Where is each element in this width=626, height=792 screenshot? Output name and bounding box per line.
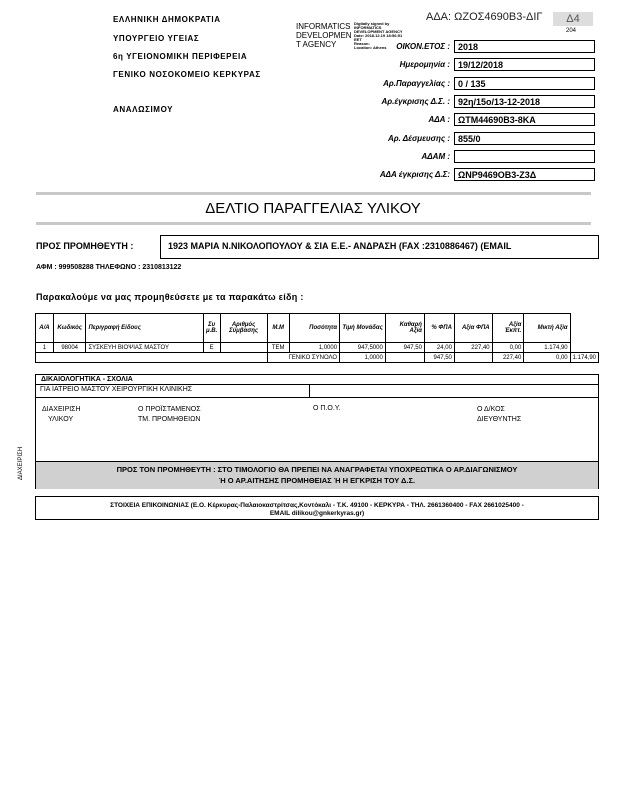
signature-director [477,405,521,425]
issuer-line2: ΥΠΟΥΡΓΕΙΟ ΥΓΕΙΑΣ [113,34,200,43]
signature-handler [42,405,81,425]
field-value: ΩΝΡ9469ΟΒ3-Ζ3Δ [454,168,595,181]
signature-head [138,405,201,425]
issuer-line1: ΕΛΛΗΝΙΚΗ ΔΗΜΟΚΡΑΤΙΑ [113,15,221,24]
column-header: Κωδικός [53,314,86,343]
title-rule-top [36,192,591,195]
sig-director-line2: ΔΙΕΥΘΥΝΤΗΣ [477,416,522,423]
column-header: Αξία Έκπτ. [492,314,524,343]
stamp-small7: Location: Athens [354,45,387,50]
column-header: Τιμή Μονάδας [340,314,386,343]
column-header: Καθαρή Αξία [385,314,424,343]
sig-handler-line2: ΥΛΙΚΟΥ [48,416,74,423]
field-value: 0 / 135 [454,77,595,90]
stamp-line3: T AGENCY [296,40,337,49]
items-table [35,313,599,363]
divider [309,384,310,397]
field-value: 855/0 [454,132,595,145]
column-header: Μ.Μ [267,314,289,343]
supplier-box [160,235,599,259]
table-cell: 0,00 [524,353,570,363]
total-label: ΓΕΝΙΚΟ ΣΥΝΟΛΟ [267,353,340,363]
table-row [36,343,599,353]
contact-line2: EMAIL dilikou@gnkerkyras.gr) [269,510,365,517]
stamp-small3: DEVELOPMENT AGENCY [354,29,403,34]
page-title: ΔΕΛΤΙΟ ΠΑΡΑΓΓΕΛΙΑΣ ΥΛΙΚΟΥ [205,200,421,217]
stamp-small5: EET [354,37,362,42]
request-text: Παρακαλούμε να μας προμηθεύσετε με τα παρακάτω είδη : [36,292,304,302]
field-value [454,150,595,163]
table-cell: 947,5000 [340,343,386,353]
table-total-row [36,353,599,363]
field-label: Αρ.έγκρισης Δ.Σ. : [381,96,450,106]
field-label: Αρ. Δέσμευσης : [388,133,450,143]
issuer-line3: 6η ΥΓΕΙΟΝΟΜΙΚΗ ΠΕΡΙΦΕΡΕΙΑ [113,52,248,61]
column-header: % ΦΠΑ [424,314,454,343]
notice-line1: ΠΡΟΣ ΤΟΝ ΠΡΟΜΗΘΕΥΤΗ : ΣΤΟ ΤΙΜΟΛΟΓΙΟ ΘΑ ΠΡΕΠΕΙ ΝΑ ΑΝΑΓΡΑΦΕΤΑΙ ΥΠΟΧΡΕΩΤΙΚΑ Ο ΑΡ.ΔΙΑΓΩΝΙΣΜΟΥ [116,465,518,474]
table-cell: ΣΥΣΚΕΥΗ ΒΙΟΨΙΑΣ ΜΑΣΤΟΥ [86,343,203,353]
table-cell: 1,0000 [340,353,386,363]
field-label: ΑΔΑ έγκρισης Δ.Σ: [379,170,450,180]
table-cell [220,343,267,353]
table-cell: 227,40 [492,353,524,363]
column-header: Α/Α [36,314,54,343]
table-cell: 947,50 [424,353,454,363]
table-cell: 98004 [53,343,86,353]
field-value: ΩΤΜ44690Β3-8ΚΑ [454,113,595,126]
table-cell: 1,0000 [289,343,339,353]
issuer-line5: ΑΝΑΛΩΣΙΜΟΥ [113,105,174,114]
table-cell [454,353,492,363]
ada-top: ΑΔΑ: ΩΖΟΣ4690Β3-ΔΙΓ [426,11,543,23]
field-value: 19/12/2018 [454,58,595,71]
table-cell: 0,00 [492,343,524,353]
column-header: Αξία ΦΠΑ [454,314,492,343]
title-rule-bottom [36,222,591,225]
sig-director-line1: Ο Δ/ΚΟΣ [477,406,505,413]
sig-head-line2: ΤΜ. ΠΡΟΜΗΘΕΙΩΝ [138,416,201,423]
column-header: Περιγραφή Είδους [86,314,203,343]
sig-handler-line1: ΔΙΑΧΕΙΡΙΣΗ [42,406,81,413]
table-cell: Ε [203,343,220,353]
field-value: 2018 [454,40,595,53]
stamp-line1: INFORMATICS [296,22,351,31]
issuer-line4: ΓΕΝΙΚΟ ΝΟΣΟΚΟΜΕΙΟ ΚΕΡΚΥΡΑΣ [113,70,261,79]
signature-pou: Ο Π.Ο.Υ. [313,405,341,412]
field-label: Αρ.Παραγγελίας : [383,78,450,88]
justification-text: ΓΙΑ ΙΑΤΡΕΙΟ ΜΑΣΤΟΥ ΧΕΙΡΟΥΡΓΙΚΗ ΚΛΙΝΙΚΗΣ [40,386,193,393]
stamp-line2: DEVELOPMEN [296,31,352,40]
table-cell [36,353,268,363]
column-header: Αριθμός Σύμβασης [220,314,267,343]
contact-line1: ΣΤΟΙΧΕΙΑ ΕΠΙΚΟΙΝΩΝΙΑΣ (Ε.Ο. Κέρκυρας-Παλαιοκαστρίτσας,Κοντόκαλι - Τ.Κ. 49100 - ΚΕΡΚΥΡΑ - ΤΗΛ. 2661360400 - FAX 2661025400 - [110,502,524,509]
table-cell: 24,00 [424,343,454,353]
table-cell: 947,50 [385,343,424,353]
table-cell [385,353,424,363]
table-header-row [36,314,599,343]
divider [36,384,598,385]
table-cell: 227,40 [454,343,492,353]
field-label: Ημερομηνία : [399,60,450,70]
field-label: ΑΔΑΜ : [421,151,450,161]
contact-box [35,496,599,520]
table-cell: 1 [36,343,54,353]
notice-banner [36,461,598,489]
column-header: Ποσότητα [289,314,339,343]
justification-box [35,374,599,489]
divider [36,397,598,398]
field-value: 92η/15ο/13-12-2018 [454,95,595,108]
stamp-small4: Date: 2018.12.19 18:56:51 [354,33,403,38]
field-label: ΑΔΑ : [428,115,450,125]
form-sub: 204 [566,28,577,34]
form-code: Δ4 [553,12,593,26]
supplier-value: 1923 ΜΑΡΙΑ Ν.ΝΙΚΟΛΟΠΟΥΛΟΥ & ΣΙΑ Ε.Ε.- ΑΝΔΡΑΣΗ (FAX :2310886467) (EMAIL [168,241,512,251]
notice-line2: Ή Ο ΑΡ.ΑΙΤΗΣΗΣ ΠΡΟΜΗΘΕΙΑΣ Ή Η ΕΓΚΡΙΣΗ ΤΟΥ Δ.Σ. [218,476,416,485]
supplier-label: ΠΡΟΣ ΠΡΟΜΗΘΕΥΤΗ : [36,241,134,251]
column-header: Συ μ.Β. [203,314,220,343]
table-cell: ΤΕΜ [267,343,289,353]
stamp-small6: Reason: [354,41,370,46]
justification-title: ΔΙΚΑΙΟΛΟΓΗΤΙΚΑ - ΣΧΟΛΙΑ [41,376,133,383]
table-cell: 1.174,90 [524,343,570,353]
table-cell: 1.174,90 [570,353,598,363]
stamp-small1: Digitally signed by [354,21,390,26]
field-label: ΟΙΚΟΝ.ΕΤΟΣ : [396,42,450,51]
column-header: Μικτή Αξία [524,314,570,343]
stamp-small2: INFORMATICS [354,25,382,30]
sig-head-line1: Ο ΠΡΟΪΣΤΑΜΕΝΟΣ [138,406,201,413]
afm-line: ΑΦΜ : 999508288 ΤΗΛΕΦΩΝΟ : 2310813122 [36,264,182,271]
side-label: ΔΙΑΧΕΙΡΙΣΗ [18,446,24,480]
